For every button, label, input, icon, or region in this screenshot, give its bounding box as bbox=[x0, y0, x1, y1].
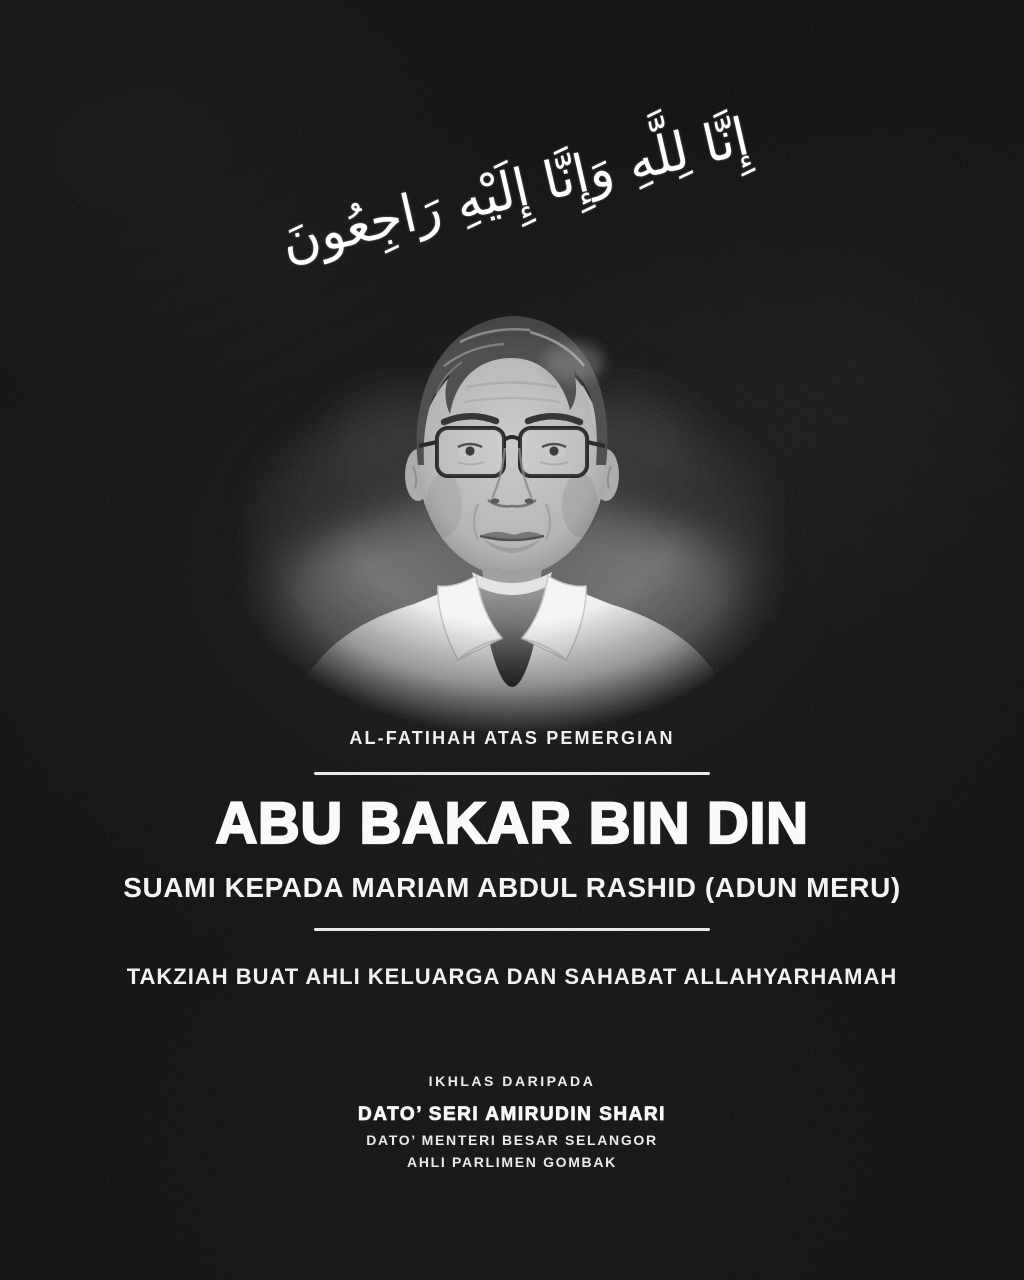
sender-title-2: AHLI PARLIMEN GOMBAK bbox=[407, 1154, 617, 1170]
sender-title-1: DATO’ MENTERI BESAR SELANGOR bbox=[366, 1132, 658, 1148]
memorial-heading: AL-FATIHAH ATAS PEMERGIAN bbox=[349, 728, 675, 748]
deceased-portrait bbox=[222, 290, 802, 740]
divider-line-top bbox=[314, 772, 710, 775]
divider-line-bottom bbox=[314, 928, 710, 931]
sender-name: DATO’ SERI AMIRUDIN SHARI bbox=[358, 1104, 666, 1125]
deceased-name: ABU BAKAR BIN DIN bbox=[215, 791, 809, 856]
deceased-relation: SUAMI KEPADA MARIAM ABDUL RASHID (ADUN MERU) bbox=[123, 872, 901, 903]
condolence-message: TAKZIAH BUAT AHLI KELUARGA DAN SAHABAT ALLAHYARHAMAH bbox=[126, 964, 898, 989]
portrait-illustration bbox=[222, 290, 802, 740]
sender-label: IKHLAS DARIPADA bbox=[428, 1073, 596, 1089]
arabic-calligraphy: إِنَّا لِلَّهِ وَإِنَّا إِلَيْهِ رَاجِعُونَ bbox=[275, 107, 755, 273]
